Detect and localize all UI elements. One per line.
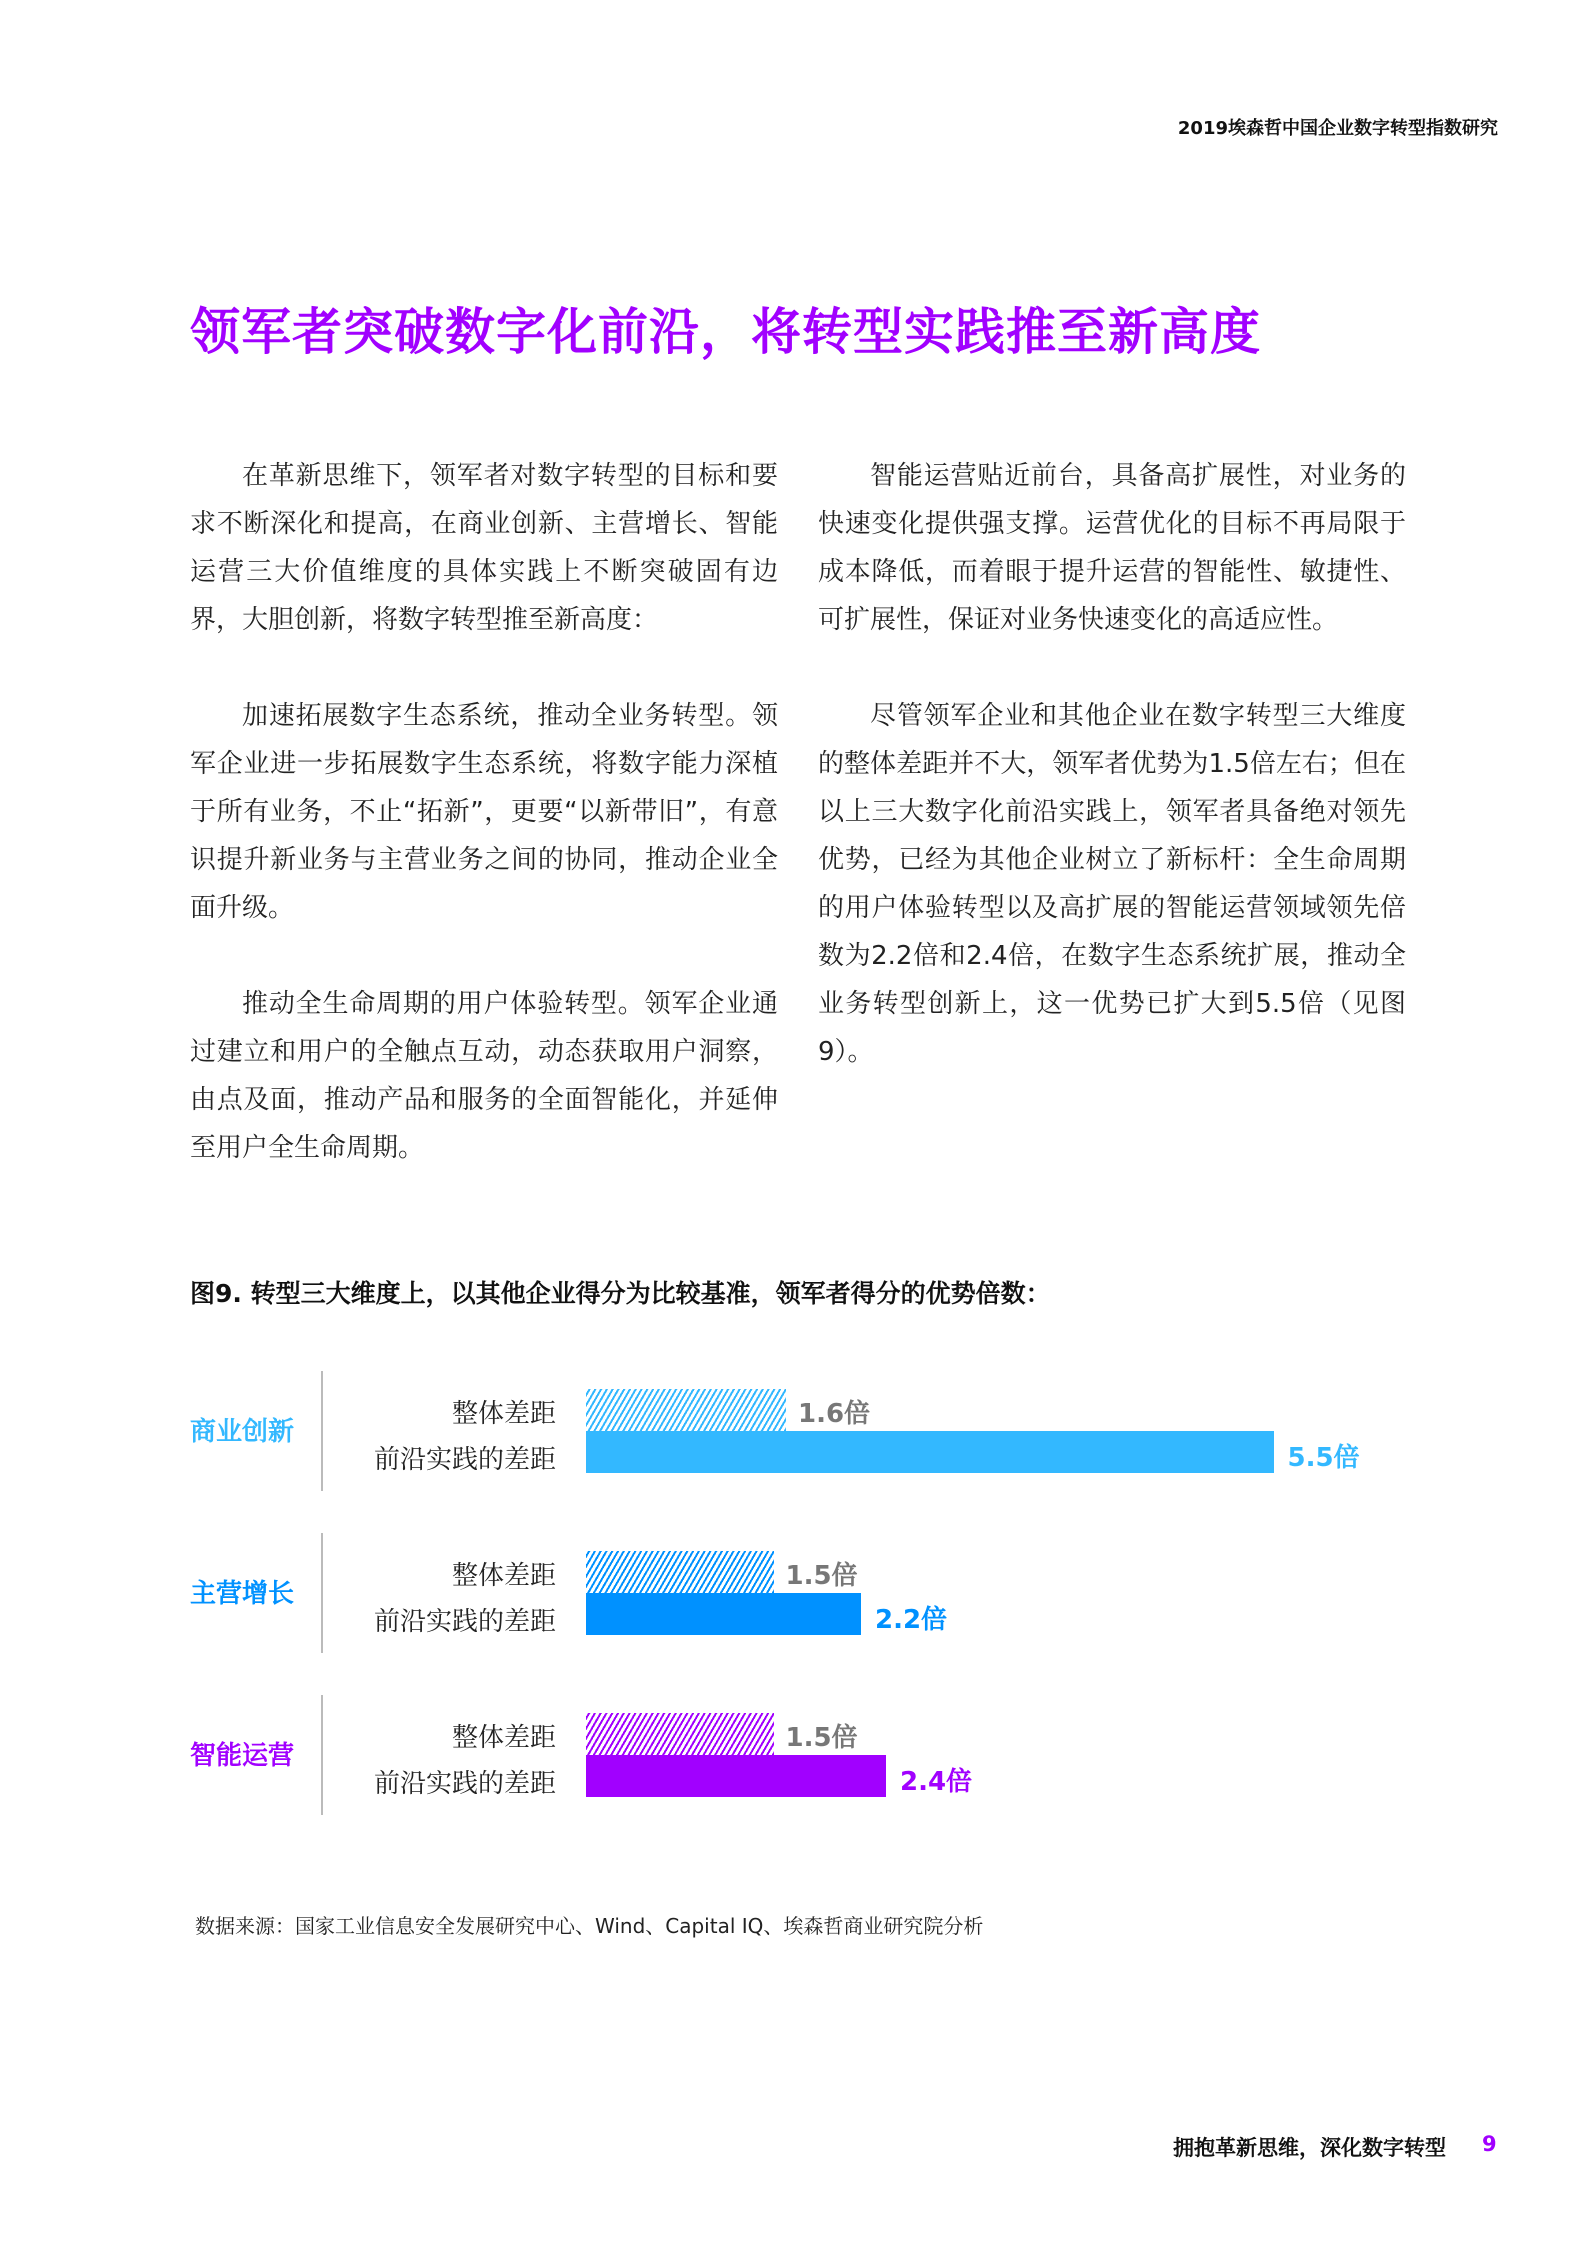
- row-label-overall: 整体差距: [451, 1723, 556, 1753]
- value-label-overall: 1.6倍: [798, 1399, 871, 1429]
- paragraph: 智能运营贴近前台，具备高扩展性，对业务的快速变化提供强支撑。运营优化的目标不再局限于成本降低，而着眼于提升运营的智能性、敏捷性、可扩展性，保证对业务快速变化的高适应性。: [818, 461, 1406, 635]
- row-label-frontier: 前沿实践的差距: [373, 1769, 556, 1799]
- value-label-overall: 1.5倍: [785, 1561, 858, 1591]
- group-divider: [321, 1371, 323, 1491]
- section-title: 领军者突破数字化前沿，将转型实践推至新高度: [190, 303, 1261, 361]
- group-divider: [321, 1533, 323, 1653]
- running-header: 2019埃森哲中国企业数字转型指数研究: [1177, 118, 1498, 139]
- bar-frontier: [586, 1755, 886, 1797]
- footer-text: 拥抱革新思维，深化数字转型: [1173, 2136, 1446, 2160]
- category-label: 商业创新: [190, 1417, 295, 1447]
- bar-overall: [586, 1713, 774, 1755]
- bar-overall: [586, 1389, 786, 1431]
- page-number: 9: [1482, 2132, 1497, 2156]
- row-label-frontier: 前沿实践的差距: [373, 1445, 556, 1475]
- data-source: 数据来源：国家工业信息安全发展研究中心、Wind、Capital IQ、埃森哲商业研究院分析: [195, 1914, 984, 1938]
- category-label: 主营增长: [190, 1579, 295, 1609]
- category-label: 智能运营: [190, 1741, 295, 1771]
- group-divider: [321, 1695, 323, 1815]
- figure-title: 图9. 转型三大维度上，以其他企业得分为比较基准，领军者得分的优势倍数：: [190, 1279, 1051, 1308]
- value-label-frontier: 5.5倍: [1287, 1443, 1360, 1473]
- row-label-overall: 整体差距: [451, 1561, 556, 1591]
- left-column: [190, 452, 778, 1220]
- bar-frontier: [586, 1431, 1274, 1473]
- value-label-overall: 1.5倍: [785, 1723, 858, 1753]
- value-label-frontier: 2.4倍: [900, 1767, 973, 1797]
- paragraph: 推动全生命周期的用户体验转型。领军企业通过建立和用户的全触点互动，动态获取用户洞察，由点及面，推动产品和服务的全面智能化，并延伸至用户全生命周期。: [190, 989, 778, 1163]
- row-label-frontier: 前沿实践的差距: [373, 1607, 556, 1637]
- bar-overall: [586, 1551, 774, 1593]
- paragraph: 加速拓展数字生态系统，推动全业务转型。领军企业进一步拓展数字生态系统，将数字能力深植于所有业务，不止“拓新”，更要“以新带旧”，有意识提升新业务与主营业务之间的协同，推动企业全面升级。: [190, 701, 778, 923]
- paragraph: 在革新思维下，领军者对数字转型的目标和要求不断深化和提高，在商业创新、主营增长、智能运营三大价值维度的具体实践上不断突破固有边界，大胆创新，将数字转型推至新高度：: [190, 461, 778, 635]
- row-label-overall: 整体差距: [451, 1399, 556, 1429]
- value-label-frontier: 2.2倍: [875, 1605, 948, 1635]
- right-column: [818, 452, 1406, 1124]
- bar-frontier: [586, 1593, 861, 1635]
- paragraph: 尽管领军企业和其他企业在数字转型三大维度的整体差距并不大，领军者优势为1.5倍左右；但在以上三大数字化前沿实践上，领军者具备绝对领先优势，已经为其他企业树立了新标杆：全生命周期的用户体验转型以及高扩展的智能运营领域领先倍数为2.2倍和2.4倍，在数字生态系统扩展，推动全业务转型创新上，这一优势已扩大到5.5倍（见图9）。: [818, 701, 1406, 1067]
